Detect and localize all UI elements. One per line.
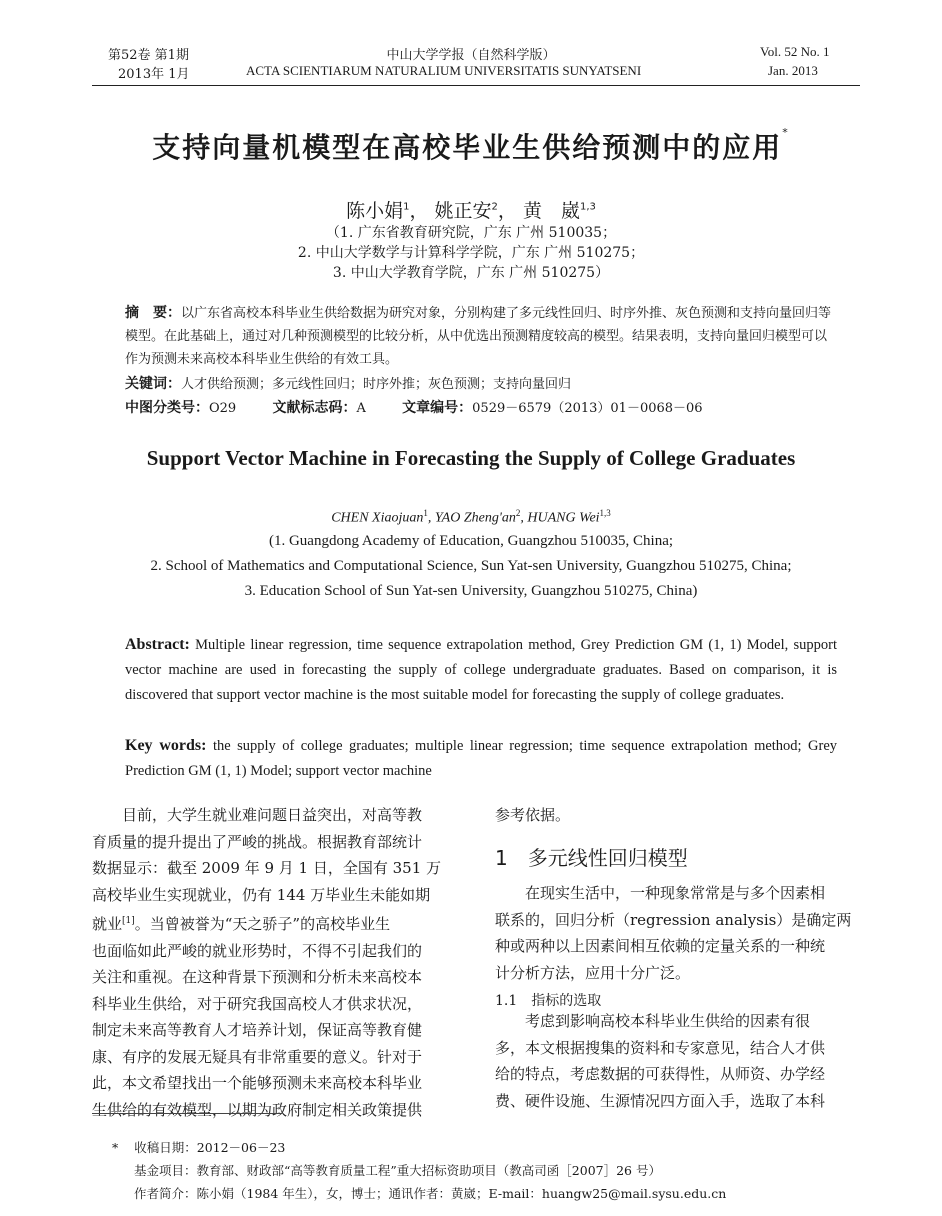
citation: [1] xyxy=(122,916,135,926)
body-line: 参考依据。 xyxy=(495,806,571,824)
body-line: 康、有序的发展无疑具有非常重要的意义。针对于 xyxy=(92,1047,423,1066)
section-paragraph-1 xyxy=(495,880,865,986)
affiliation-zh-1: （1. 广东省教育研究院，广东 广州 510035； xyxy=(325,225,617,241)
body-line: 制定未来高等教育人才培养计划，保证高等教育健 xyxy=(92,1021,423,1039)
body-line: 费、硬件设施、生源情况四方面入手，选取了本科 xyxy=(495,1091,826,1110)
header-date-en: Jan. 2013 xyxy=(768,63,818,78)
header-rule xyxy=(92,85,860,86)
body-line: 关注和重视。在这种背景下预测和分析未来高校本 xyxy=(92,968,423,986)
keywords-en-label: Key words: xyxy=(125,737,207,754)
body-line: 生供给的有效模型，以期为政府制定相关政策提供 xyxy=(92,1100,423,1119)
affiliation-en-2: 2. School of Mathematics and Computational Science, Sun Yat-sen University, Guangzhou 510275, China; xyxy=(150,558,792,574)
body-left-column xyxy=(92,802,462,1123)
header-volume-zh: 第52卷 第1期 xyxy=(108,48,189,63)
classification-line: 中图分类号：O29 文献标志码：A 文章编号：0529－6579（2013）01－0068－06 xyxy=(125,400,703,416)
header-date-zh: 2013年 1月 xyxy=(118,67,190,82)
authors-en: CHEN Xiaojuan$^1$, YAO $Zheng'an^2$, HUANG Wei$^{1,3}$ xyxy=(331,508,611,526)
author-name: 陈小娟 xyxy=(346,200,404,222)
keywords-en: Key words: the supply of college graduates; multiple linear regression; time sequence extrapolation method; Grey Prediction GM (1, 1) Model; support vector machine xyxy=(125,737,838,779)
section-title: 多元线性回归模型 xyxy=(527,846,688,870)
body-line: 联系的，回归分析（regression analysis）是确定两 xyxy=(495,910,852,929)
keywords-zh: 关键词：人才供给预测；多元线性回归；时序外推；灰色预测；支持向量回归 xyxy=(125,376,572,392)
body-line: 种或两种以上因素间相互依赖的定量关系的一种统 xyxy=(495,937,826,955)
body-line: 多，本文根据搜集的资料和专家意见，结合人才供 xyxy=(495,1038,826,1057)
section-heading xyxy=(495,842,688,871)
affiliation-zh-2: 2. 中山大学数学与计算科学学院，广东 广州 510275； xyxy=(297,245,645,261)
section-paragraph-2 xyxy=(495,1008,865,1114)
header-journal-en: ACTA SCIENTIARUM NATURALIUM UNIVERSITATIS SUNYATSENI xyxy=(246,63,642,78)
body-right-column xyxy=(495,802,865,829)
body-line: 此，本文希望找出一个能够预测未来高校本科毕业 xyxy=(92,1074,423,1092)
abstract-zh xyxy=(125,302,837,371)
body-line: 也面临如此严峻的就业形势时，不得不引起我们的 xyxy=(92,941,423,960)
affiliation-en-3: 3. Education School of Sun Yat-sen University, Guangzhou 510275, China) xyxy=(244,583,698,599)
footnote-received: * 收稿日期：2012－06－23 xyxy=(112,1140,286,1155)
paper-title-zh: 支持向量机模型在高校毕业生供给预测中的应用* xyxy=(152,126,790,164)
body-line: 计分析方法，应用十分广泛。 xyxy=(495,963,691,982)
abstract-en xyxy=(125,632,837,708)
body-line: 目前，大学生就业难问题日益突出，对高等教 xyxy=(122,806,423,824)
affiliation-en-1: (1. Guangdong Academy of Education, Guangzhou 510035, China; xyxy=(268,533,674,549)
paper-title-en: Support Vector Machine in Forecasting the Supply of College Graduates xyxy=(146,446,796,470)
abstract-zh-label: 摘 要： xyxy=(125,305,181,321)
title-footnote-mark: * xyxy=(782,126,790,139)
footnote-mark: * xyxy=(112,1140,119,1155)
abstract-zh-text: 以广东省高校本科毕业生供给数据为研究对象，分别构建了多元线性回归、时序外推、灰色预测和支持向量回归等模型。在此基础上，通过对几种预测模型的比较分析，从中优选出预测精度较高的模型。结果表明，支持向量回归模型可以作为预测未来高校本科毕业生供给的有效工具。 xyxy=(125,306,832,367)
author-name: 姚正安 xyxy=(434,200,492,222)
body-line: 高校毕业生实现就业，仍有 144 万毕业生未能如期 xyxy=(92,885,431,904)
body-line: 就业[1]。当曾被誉为“天之骄子”的高校毕业生 xyxy=(92,915,391,933)
header-journal-zh: 中山大学学报（自然科学版） xyxy=(386,48,556,63)
keywords-zh-label: 关键词： xyxy=(125,376,181,392)
body-line: 给的特点，考虑数据的可获得性，从师资、办学经 xyxy=(495,1065,826,1083)
footnote-fund: 基金项目：教育部、财政部“高等教育质量工程”重大招标资助项目（教高司函［2007］26 号） xyxy=(134,1163,661,1178)
abstract-en-text: Multiple linear regression, time sequence extrapolation method, Grey Prediction GM (1, 1) Model, support vector machine are used in forecasting the supply of college undergraduate graduates. Based on comparison, it is discovered that support vector machine is the most suitable model for forecasting the supply of college graduates. xyxy=(125,637,837,703)
body-line: 在现实生活中，一种现象常常是与多个因素相 xyxy=(525,884,826,902)
section-number: 1 xyxy=(495,846,508,870)
header-volume-en: Vol. 52 No. 1 xyxy=(760,44,830,59)
body-line: 数据显示：截至 2009 年 9 月 1 日，全国有 351 万 xyxy=(92,859,442,877)
abstract-en-label: Abstract: xyxy=(125,636,190,653)
footnote-bio: 作者简介：陈小娟（1984 年生），女，博士；通讯作者：黄崴；E-mail：huangw25@mail.sysu.edu.cn xyxy=(134,1186,727,1201)
body-line: 考虑到影响高校本科毕业生供给的因素有很 xyxy=(525,1012,811,1030)
body-line: 育质量的提升提出了严峻的挑战。根据教育部统计 xyxy=(92,832,423,851)
authors-zh: 陈小娟$^1$， 姚正安$^2$， 黄 崴$^{1,3}$ xyxy=(346,200,596,222)
subsection-heading: 1.1 指标的选取 xyxy=(495,993,602,1009)
author-name: 黄 崴 xyxy=(522,200,580,222)
footnote-rule xyxy=(92,1113,282,1114)
body-line: 科毕业生供给，对于研究我国高校人才供求状况， xyxy=(92,994,423,1013)
affiliation-zh-3: 3. 中山大学教育学院，广东 广州 510275） xyxy=(332,265,610,281)
